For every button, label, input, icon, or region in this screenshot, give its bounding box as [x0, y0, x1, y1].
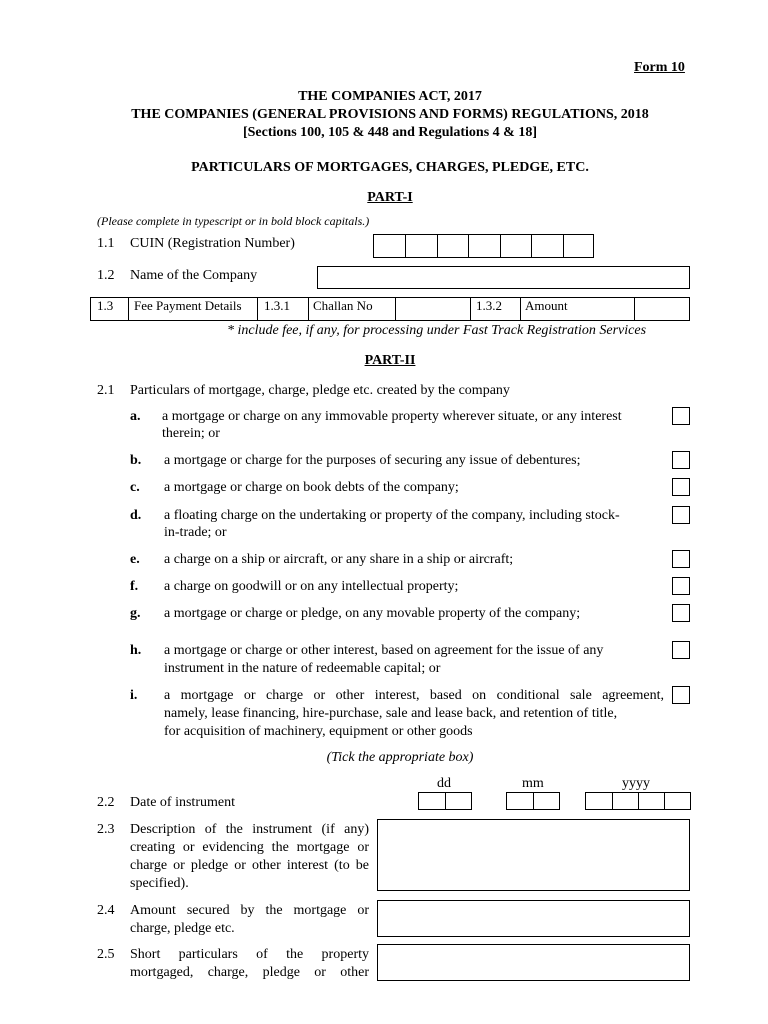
form-number: Form 10: [634, 60, 685, 75]
cuin-cell-divider: [468, 235, 469, 257]
q23-text: creating or evidencing the mortgage or: [130, 840, 369, 855]
q21-label: Particulars of mortgage, charge, pledge etc. created by the company: [130, 383, 510, 398]
amount-input[interactable]: [634, 298, 689, 320]
date-cell-divider: [533, 793, 534, 809]
q24-text: Amount secured by the mortgage or: [130, 903, 369, 918]
item-text: for acquisition of machinery, equipment or other goods: [164, 724, 473, 739]
company-name-number: 1.2: [97, 268, 115, 283]
checkbox-ship-aircraft[interactable]: [672, 550, 690, 568]
date-header-dd: dd: [437, 776, 451, 791]
checkbox-immovable-property[interactable]: [672, 407, 690, 425]
date-cell-divider: [664, 793, 665, 809]
regulations-title: THE COMPANIES (GENERAL PROVISIONS AND FORMS) REGULATIONS, 2018: [131, 107, 649, 122]
date-year-input[interactable]: [585, 792, 691, 810]
act-title: THE COMPANIES ACT, 2017: [298, 89, 482, 104]
cuin-cell-divider: [500, 235, 501, 257]
checkbox-goodwill[interactable]: [672, 577, 690, 595]
q23-number: 2.3: [97, 822, 115, 837]
fee-label: Fee Payment Details: [134, 298, 242, 313]
item-text: a charge on goodwill or on any intellectual property;: [164, 579, 459, 594]
date-cell-divider: [445, 793, 446, 809]
cuin-cell-divider: [437, 235, 438, 257]
property-particulars-input[interactable]: [377, 944, 690, 981]
q21-number: 2.1: [97, 383, 115, 398]
company-name-label: Name of the Company: [130, 268, 258, 283]
cuin-cell-divider: [531, 235, 532, 257]
q25-text: Short particulars of the property: [130, 947, 369, 962]
date-header-mm: mm: [522, 776, 544, 791]
date-cell-divider: [638, 793, 639, 809]
date-cell-divider: [612, 793, 613, 809]
item-text: a floating charge on the undertaking or property of the company, including stock-: [164, 508, 620, 523]
q25-number: 2.5: [97, 947, 115, 962]
fee-cell-divider: [308, 298, 309, 320]
q22-number: 2.2: [97, 795, 115, 810]
date-month-input[interactable]: [506, 792, 560, 810]
cuin-cell-divider: [563, 235, 564, 257]
company-name-input[interactable]: [317, 266, 690, 289]
item-text: in-trade; or: [164, 525, 227, 540]
fee-cell-divider: [128, 298, 129, 320]
fee-number: 1.3: [97, 298, 114, 313]
item-letter: d.: [130, 508, 142, 523]
item-text: therein; or: [162, 426, 220, 441]
cuin-number: 1.1: [97, 236, 115, 251]
part2-heading: PART-II: [364, 353, 416, 368]
item-letter: i.: [130, 688, 138, 703]
date-day-input[interactable]: [418, 792, 472, 810]
part1-instruction: (Please complete in typescript or in bold block capitals.): [97, 214, 370, 228]
checkbox-floating-charge[interactable]: [672, 506, 690, 524]
challan-number: 1.3.1: [264, 298, 290, 313]
tick-note: (Tick the appropriate box): [326, 750, 474, 765]
checkbox-debentures[interactable]: [672, 451, 690, 469]
item-letter: g.: [130, 606, 141, 621]
q25-text: mortgaged, charge, pledge or other: [130, 965, 369, 980]
item-text: a mortgage or charge or pledge, on any movable property of the company;: [164, 606, 581, 621]
fast-track-note: * include fee, if any, for processing under Fast Track Registration Services: [227, 323, 647, 338]
date-header-yyyy: yyyy: [622, 776, 650, 791]
q24-text: charge, pledge etc.: [130, 921, 235, 936]
item-text: a mortgage or charge on any immovable property wherever situate, or any interest: [162, 409, 622, 424]
fee-cell-divider: [520, 298, 521, 320]
checkbox-book-debts[interactable]: [672, 478, 690, 496]
cuin-cell-divider: [405, 235, 406, 257]
instrument-description-input[interactable]: [377, 819, 690, 891]
item-text: a charge on a ship or aircraft, or any share in a ship or aircraft;: [164, 552, 514, 567]
checkbox-movable-property[interactable]: [672, 604, 690, 622]
fee-cell-divider: [257, 298, 258, 320]
q23-text: Description of the instrument (if any): [130, 822, 369, 837]
item-text: a mortgage or charge or other interest, based on agreement for the issue of any: [164, 643, 604, 658]
item-text: a mortgage or charge for the purposes of securing any issue of debentures;: [164, 453, 581, 468]
item-letter: b.: [130, 453, 142, 468]
form-title: PARTICULARS OF MORTGAGES, CHARGES, PLEDGE, ETC.: [191, 160, 589, 175]
part1-heading: PART-I: [367, 190, 413, 205]
item-text: a mortgage or charge or other interest, based on conditional sale agreement,: [164, 688, 664, 703]
challan-label: Challan No: [313, 298, 373, 313]
item-letter: a.: [130, 409, 141, 424]
item-text: namely, lease financing, hire-purchase, sale and lease back, and retention of title,: [164, 706, 618, 721]
amount-label: Amount: [525, 298, 568, 313]
challan-input[interactable]: [395, 298, 469, 320]
item-text: a mortgage or charge on book debts of the company;: [164, 480, 459, 495]
cuin-input[interactable]: [373, 234, 594, 258]
item-letter: f.: [130, 579, 139, 594]
cuin-label: CUIN (Registration Number): [130, 236, 295, 251]
q23-text: charge or pledge or other interest (to be: [130, 858, 369, 873]
sections-reference: [Sections 100, 105 & 448 and Regulations 4 & 18]: [242, 125, 537, 140]
item-letter: h.: [130, 643, 142, 658]
amount-number: 1.3.2: [476, 298, 502, 313]
q22-label: Date of instrument: [130, 795, 235, 810]
item-letter: e.: [130, 552, 140, 567]
fee-cell-divider: [470, 298, 471, 320]
item-letter: c.: [130, 480, 140, 495]
checkbox-conditional-sale[interactable]: [672, 686, 690, 704]
amount-secured-input[interactable]: [377, 900, 690, 937]
q24-number: 2.4: [97, 903, 115, 918]
q23-text: specified).: [130, 876, 189, 891]
checkbox-redeemable-capital[interactable]: [672, 641, 690, 659]
item-text: instrument in the nature of redeemable capital; or: [164, 661, 441, 676]
